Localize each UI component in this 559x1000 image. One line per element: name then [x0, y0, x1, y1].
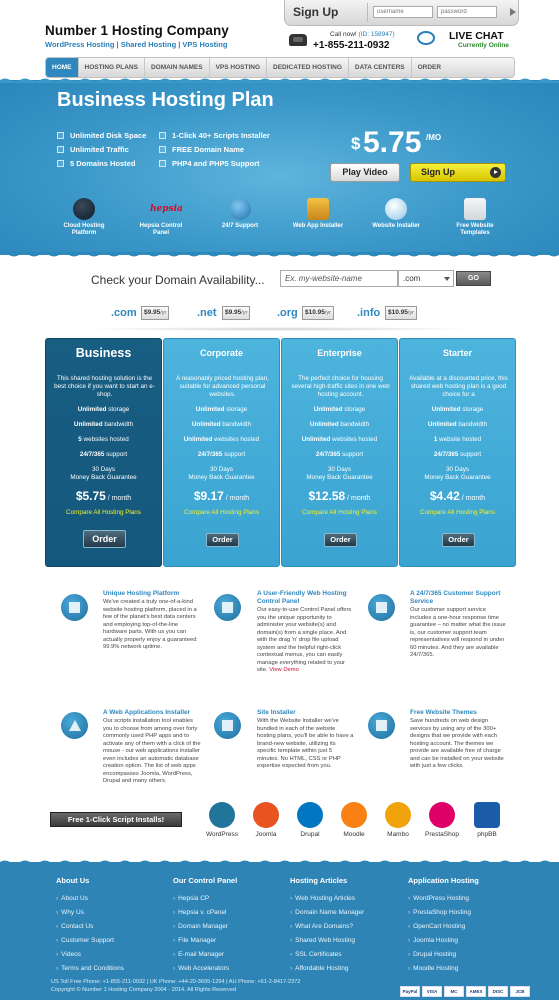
- phpbb-icon: [474, 802, 500, 828]
- tools-icon: [368, 594, 395, 621]
- plan-guarantee-label: Money Back Guarantee: [70, 474, 137, 481]
- hero-feature: [57, 145, 129, 154]
- footer-link[interactable]: › Domain Name Manager: [290, 909, 364, 916]
- order-button[interactable]: Order: [324, 533, 357, 547]
- checkbox-icon: [159, 132, 166, 139]
- footer-link[interactable]: › What Are Domains?: [290, 923, 353, 930]
- plan-price: [400, 489, 515, 503]
- order-button[interactable]: Order: [206, 533, 239, 547]
- plan-feature-label: bandwidth: [456, 421, 488, 428]
- feature-text: We've created a truly one-of-a-kind website hosting platform, placed in a few of the planet's best data centers and employing top-of-the-line hardware parts. With us you can actually properly enjoy a guaranteed 99.9% network uptime.: [103, 599, 197, 650]
- footer-column-title: Our Control Panel: [173, 876, 238, 885]
- plan-feature-value: Unlimited: [431, 406, 461, 413]
- paypal-icon: PayPal: [400, 986, 420, 997]
- chevron-down-icon: [444, 277, 450, 281]
- hero-icon-website-installer[interactable]: [366, 198, 426, 230]
- tld-price: $9.95: [144, 309, 161, 316]
- tld-price: $10.95: [388, 309, 408, 316]
- plan-guarantee-label: Money Back Guarantee: [188, 474, 255, 481]
- footer-column-title: Application Hosting: [408, 876, 479, 885]
- header: [0, 0, 559, 55]
- play-video-button[interactable]: Play Video: [330, 163, 400, 182]
- plan-feature: [164, 421, 279, 428]
- payment-cards: [400, 986, 530, 997]
- phone-icon: [289, 34, 307, 46]
- footer: [0, 862, 559, 1000]
- plan-guarantee: 30 Days: [91, 466, 116, 473]
- footer-link[interactable]: › Moodle Hosting: [408, 965, 458, 972]
- tld-price: $10.95: [305, 309, 325, 316]
- app-name: PrestaShop: [425, 831, 459, 838]
- control-panel-icon: [214, 594, 241, 621]
- amex-icon: AMEX: [466, 986, 486, 997]
- checkbox-icon: [57, 160, 64, 167]
- discover-icon: DISC: [488, 986, 508, 997]
- hero-feature: [159, 145, 244, 154]
- hero-feature: [57, 131, 146, 140]
- checkbox-icon: [159, 146, 166, 153]
- plan-feature-value: Unlimited: [427, 421, 457, 428]
- plan-feature-label: support: [104, 451, 128, 458]
- tld-price-badge: [222, 306, 250, 320]
- footer-link[interactable]: › Affordable Hosting: [290, 965, 349, 972]
- footer-column-title: Hosting Articles: [290, 876, 348, 885]
- plan-feature-value: 24/7/365: [433, 451, 459, 458]
- plan-feature-label: storage: [106, 406, 130, 413]
- plan-name: Enterprise: [317, 348, 362, 358]
- hero-icon-label: Cloud Hosting Platform: [63, 223, 105, 236]
- footer-column-title: About Us: [56, 876, 90, 885]
- footer-link[interactable]: › Web Accelerators: [173, 965, 229, 972]
- nav-item-dedicated-hosting[interactable]: DEDICATED HOSTING: [267, 58, 349, 77]
- hero-feature: [159, 131, 270, 140]
- plan-description: The perfect choice for housing several high-traffic sites in one web hosting account.: [291, 375, 390, 398]
- hero-signup-button[interactable]: [410, 163, 506, 182]
- hero-feature-label: 1-Click 40+ Scripts Installer: [172, 131, 270, 140]
- hero-icon-label: Website Installer: [372, 223, 420, 229]
- plan-feature-value: 24/7/365: [197, 451, 223, 458]
- tld-price-badge: [302, 306, 334, 320]
- plan-feature-label: support: [222, 451, 246, 458]
- app-name: WordPress: [205, 831, 239, 838]
- moodle-icon: [341, 802, 367, 828]
- plan-guarantee-label: Money Back Guarantee: [306, 474, 373, 481]
- price-period: /MO: [426, 133, 442, 142]
- hero-feature-label: Unlimited Traffic: [70, 145, 129, 154]
- plan-card-corporate: [163, 338, 280, 567]
- feature-text: With the Website Installer we've bundled in each of the website hosting plans, you'll be able to have a brand-new website, utilizing its specific template within just 5 minutes. No HTML, CSS or PHP expertise expected from you.: [257, 718, 354, 769]
- hero-icon-label: 24/7 Support: [221, 223, 259, 229]
- plan-feature-label: websites hosted: [212, 436, 260, 443]
- hero-feature-label: PHP4 and PHP5 Support: [172, 159, 260, 168]
- plan-guarantee: 30 Days: [209, 466, 234, 473]
- tld-select[interactable]: [398, 270, 454, 287]
- plan-price-amount: $9.17: [193, 489, 224, 503]
- call-now-text: Call now!: [330, 31, 357, 38]
- plan-feature-label: bandwidth: [102, 421, 134, 428]
- company-tagline: WordPress Hosting | Shared Hosting | VPS Hosting: [45, 40, 228, 49]
- drupal-icon: [297, 802, 323, 828]
- chat-status: Currently Online: [458, 42, 509, 49]
- plan-feature-value: 1: [433, 436, 438, 443]
- box-icon: [307, 198, 329, 220]
- tld-name: .com: [111, 307, 137, 319]
- domain-go-button[interactable]: GO: [456, 271, 491, 286]
- plan-feature: [400, 451, 515, 458]
- footer-link[interactable]: › Domain Manager: [173, 923, 228, 930]
- company-logo-title[interactable]: Number 1 Hosting Company: [45, 23, 229, 38]
- plan-feature-label: website hosted: [437, 436, 482, 443]
- hepsia-icon: hepsia: [150, 204, 183, 214]
- plan-description: This shared hosting solution is the best choice if you want to start an e-shop.: [54, 375, 155, 398]
- feature-title: A 24/7/365 Customer Support Service: [410, 590, 501, 605]
- footer-link[interactable]: › Joomla Hosting: [408, 937, 458, 944]
- hero-feature: [57, 159, 135, 168]
- prestashop-icon: [429, 802, 455, 828]
- mastercard-icon: MC: [444, 986, 464, 997]
- cloud-icon: [73, 198, 95, 220]
- plan-feature: [400, 421, 515, 428]
- tld-price-badge: [385, 306, 417, 320]
- server-icon: [61, 594, 88, 621]
- plan-feature-label: support: [458, 451, 482, 458]
- wordpress-icon: [209, 802, 235, 828]
- tld-unit: /yr: [324, 310, 332, 316]
- plan-price-period: / month: [105, 495, 132, 502]
- plan-feature-value: Unlimited: [195, 406, 225, 413]
- call-id: (ID: 158947): [358, 31, 395, 38]
- plan-feature: [400, 436, 515, 443]
- plan-feature-label: storage: [342, 406, 366, 413]
- nav-item-hosting-plans[interactable]: HOSTING PLANS: [79, 58, 145, 77]
- footer-link[interactable]: › Shared Web Hosting: [290, 937, 355, 944]
- footer-link[interactable]: › Why Us: [56, 909, 84, 916]
- plan-guarantee: 30 Days: [445, 466, 470, 473]
- app-name: phpBB: [477, 831, 497, 838]
- arrow-right-icon: [490, 167, 501, 178]
- plan-price-period: / month: [459, 495, 486, 502]
- feature-title: Unique Hosting Platform: [103, 590, 180, 597]
- plan-guarantee-label: Money Back Guarantee: [424, 474, 491, 481]
- hero-icon-support[interactable]: [210, 198, 270, 230]
- footer-link[interactable]: › SSL Certificates: [290, 951, 342, 958]
- tld-name: .org: [277, 307, 298, 319]
- domain-search-input[interactable]: Ex. my-website-name: [280, 270, 398, 287]
- app-wordpress[interactable]: [202, 802, 242, 838]
- plan-card-business: [45, 338, 162, 567]
- hero-icon-templates[interactable]: [445, 198, 505, 237]
- compare-plans-link[interactable]: Compare All Hosting Plans: [302, 509, 377, 516]
- hero-feature-label: FREE Domain Name: [172, 145, 245, 154]
- plan-price-amount: $4.42: [429, 489, 460, 503]
- chat-bubble-icon[interactable]: [417, 31, 435, 45]
- hero-banner: [0, 80, 559, 255]
- call-now-label: [330, 31, 395, 38]
- plan-card-enterprise: [281, 338, 398, 567]
- footer-link[interactable]: › WordPress Hosting: [408, 895, 469, 902]
- hero-icon-app-installer[interactable]: [288, 198, 348, 230]
- plan-feature-label: bandwidth: [338, 421, 370, 428]
- hero-icon-label: Hepsia Control Panel: [139, 223, 183, 236]
- tld-unit: /yr: [160, 310, 167, 316]
- app-joomla[interactable]: [246, 802, 286, 838]
- plan-feature: [46, 421, 161, 428]
- view-demo-link[interactable]: View Demo: [269, 667, 299, 673]
- username-input[interactable]: [373, 6, 433, 18]
- footer-link[interactable]: › File Manager: [173, 937, 216, 944]
- plan-feature-label: storage: [460, 406, 484, 413]
- feature-text: [257, 607, 355, 675]
- plan-name: Starter: [442, 348, 472, 358]
- divider: [367, 3, 368, 22]
- plan-name: Business: [75, 346, 132, 360]
- live-chat-link[interactable]: LIVE CHAT: [449, 30, 504, 42]
- support-icon: [229, 198, 251, 220]
- plan-name: Corporate: [199, 348, 243, 358]
- joomla-icon: [253, 802, 279, 828]
- app-store-icon: [61, 712, 88, 739]
- footer-link[interactable]: › Hepsia v. cPanel: [173, 909, 226, 916]
- plan-feature: [282, 436, 397, 443]
- price-amount: 5.75: [363, 126, 422, 159]
- tld-unit: /yr: [241, 310, 248, 316]
- hero-feature: [159, 159, 260, 168]
- plan-feature-label: support: [340, 451, 364, 458]
- feature-title: Free Website Themes: [410, 709, 477, 716]
- footer-copyright: Copyright © Number 1 Hosting Company 2004 - 2014. All Rights Reserved: [51, 987, 237, 993]
- tld-name: .net: [197, 307, 217, 319]
- plan-feature: [400, 406, 515, 413]
- monitor-icon: [214, 712, 241, 739]
- plan-feature-value: Unlimited: [77, 406, 107, 413]
- hero-feature-label: 5 Domains Hosted: [70, 159, 136, 168]
- feature-text-body: Our easy-to-use Control Panel offers you the unique opportunity to administer your website(s) and domain(s) from a single place. And with the drag 'n' drop file upload system and the helpful right-click contextual menus, you can easily manage everything related to your site.: [257, 607, 352, 673]
- compare-plans-link[interactable]: Compare All Hosting Plans: [184, 509, 259, 516]
- tld-price-badge: [141, 306, 169, 320]
- plan-feature-value: Unlimited: [309, 421, 339, 428]
- signup-link[interactable]: Sign Up: [293, 5, 339, 19]
- plan-feature-value: Unlimited: [191, 421, 221, 428]
- app-drupal[interactable]: [290, 802, 330, 838]
- footer-link[interactable]: › Hepsia CP: [173, 895, 209, 902]
- nav-item-vps-hosting[interactable]: VPS HOSTING: [210, 58, 267, 77]
- hero-feature-label: Unlimited Disk Space: [70, 131, 147, 140]
- plan-feature-label: storage: [224, 406, 248, 413]
- checkbox-icon: [57, 146, 64, 153]
- visa-icon: VISA: [422, 986, 442, 997]
- plan-feature-value: 24/7/365: [315, 451, 341, 458]
- plan-feature-label: websites hosted: [81, 436, 129, 443]
- order-button[interactable]: Order: [442, 533, 475, 547]
- plan-price: [282, 489, 397, 503]
- plan-feature: [164, 436, 279, 443]
- plan-price-period: / month: [223, 495, 250, 502]
- feature-text: Save hundreds on web design services by using any of the 300+ designs that we provide with each hosting account. The themes we provide are available free of charge and can be installed on your website with just a few clicks.: [410, 718, 504, 769]
- app-phpbb[interactable]: [467, 802, 507, 838]
- footer-link[interactable]: › Drupal Hosting: [408, 951, 456, 958]
- plan-feature: [164, 406, 279, 413]
- plan-feature-label: bandwidth: [220, 421, 252, 428]
- plan-feature: [164, 451, 279, 458]
- plan-price: [46, 489, 161, 503]
- hero-icon-label: Web App Installer: [292, 223, 344, 229]
- plan-feature-value: 24/7/365: [79, 451, 105, 458]
- main-nav: [45, 57, 515, 78]
- tld-selected: .com: [403, 274, 421, 283]
- checkbox-icon: [57, 132, 64, 139]
- website-icon: [385, 198, 407, 220]
- tld-price: $9.95: [225, 309, 242, 316]
- plan-feature-label: websites hosted: [330, 436, 378, 443]
- plan-feature: [46, 436, 161, 443]
- plan-feature: [282, 406, 397, 413]
- plan-feature: [282, 421, 397, 428]
- footer-link[interactable]: › About Us: [56, 895, 88, 902]
- feature-title: A User-Friendly Web Hosting Control Panel: [257, 590, 347, 605]
- feature-text: Our scripts installation tool enables you to choose from among over forty commonly used PHP apps and to activate any of them with a click of the mouse - our web applications installer even includes an automatic database creation option. The list of web apps encompasses Joomla, WordPress, Drupal and many others.: [103, 718, 201, 784]
- login-arrow-icon[interactable]: [510, 8, 516, 16]
- plan-feature-value: 5: [78, 436, 82, 443]
- password-input[interactable]: [437, 6, 497, 18]
- feature-text: Our customer support service includes a one-hour response time guarantee – no matter what the issue is, our customer support team representatives will respond in under 60 minutes. And they are available 24/7/365.: [410, 607, 506, 658]
- app-name: Drupal: [300, 831, 320, 838]
- footer-link[interactable]: › Videos: [56, 951, 81, 958]
- templates-icon: [464, 198, 486, 220]
- hero-title: Business Hosting Plan: [57, 89, 274, 111]
- shadow-divider: [80, 327, 480, 331]
- app-prestashop[interactable]: [422, 802, 462, 838]
- tld-name: .info: [357, 307, 381, 319]
- feature-title: Site Installer: [257, 709, 296, 716]
- phone-number[interactable]: +1-855-211-0932: [313, 40, 390, 51]
- tld-unit: /yr: [407, 310, 415, 316]
- plan-feature-value: Unlimited: [301, 436, 331, 443]
- hero-icon-hepsia[interactable]: [131, 198, 191, 237]
- feature-title: A Web Applications Installer: [103, 709, 191, 716]
- footer-link[interactable]: › OpenCart Hosting: [408, 923, 465, 930]
- wavy-footer-edge: [0, 859, 559, 865]
- app-name: Moodle: [343, 831, 365, 838]
- app-moodle[interactable]: [334, 802, 374, 838]
- footer-link[interactable]: › Terms and Conditions: [56, 965, 124, 972]
- plan-feature-value: Unlimited: [73, 421, 103, 428]
- compare-plans-link[interactable]: Compare All Hosting Plans: [66, 509, 141, 516]
- app-name: Mambo: [387, 831, 409, 838]
- plan-feature-value: Unlimited: [313, 406, 343, 413]
- free-script-installs-button[interactable]: Free 1-Click Script Installs!: [50, 812, 182, 827]
- checkbox-icon: [159, 160, 166, 167]
- footer-link[interactable]: › Contact Us: [56, 923, 93, 930]
- nav-item-home[interactable]: HOME: [46, 58, 79, 77]
- hero-signup-label: Sign Up: [421, 167, 455, 177]
- price-currency: $: [351, 134, 361, 153]
- nav-item-data-centers[interactable]: DATA CENTERS: [349, 58, 412, 77]
- plan-price-period: / month: [345, 495, 371, 502]
- hero-icon-cloud[interactable]: [54, 198, 114, 237]
- footer-phones: US Toll Free Phone: +1-855-211-0932 | UK Phone: +44-20-3695-1294 | AU Phone: +61-2-8417-2372: [51, 979, 301, 985]
- plan-price-amount: $12.58: [308, 489, 346, 503]
- footer-link[interactable]: › PrestaShop Hosting: [408, 909, 471, 916]
- plan-price: [164, 489, 279, 503]
- wavy-bottom-edge: [0, 252, 559, 258]
- nav-item-order[interactable]: ORDER: [417, 64, 442, 71]
- wavy-top-edge: [0, 77, 559, 83]
- order-button[interactable]: Order: [83, 530, 126, 548]
- plan-guarantee: 30 Days: [327, 466, 352, 473]
- document-icon: [368, 712, 395, 739]
- jcb-icon: JCB: [510, 986, 530, 997]
- nav-item-domain-names[interactable]: DOMAIN NAMES: [145, 58, 210, 77]
- plan-feature-value: Unlimited: [183, 436, 213, 443]
- domain-check-label: Check your Domain Availability...: [91, 273, 265, 287]
- footer-link[interactable]: › E-mail Manager: [173, 951, 224, 958]
- app-name: Joomla: [255, 831, 277, 838]
- plan-card-starter: [399, 338, 516, 567]
- plan-feature: [46, 451, 161, 458]
- plan-feature: [46, 406, 161, 413]
- plan-price-amount: $5.75: [75, 489, 106, 503]
- footer-link[interactable]: › Customer Support: [56, 937, 114, 944]
- plan-feature: [282, 451, 397, 458]
- app-mambo[interactable]: [378, 802, 418, 838]
- signup-login-box: [284, 0, 519, 26]
- plan-description: A reasonably priced hosting plan, suitable for advanced personal websites.: [176, 375, 269, 398]
- footer-link[interactable]: › Web Hosting Articles: [290, 895, 355, 902]
- hero-icon-label: Free Website Templates: [456, 223, 494, 236]
- plan-description: Available at a discounted price, this shared web hosting plan is a good choice for a: [409, 375, 508, 398]
- compare-plans-link[interactable]: Compare All Hosting Plans: [420, 509, 495, 516]
- mambo-icon: [385, 802, 411, 828]
